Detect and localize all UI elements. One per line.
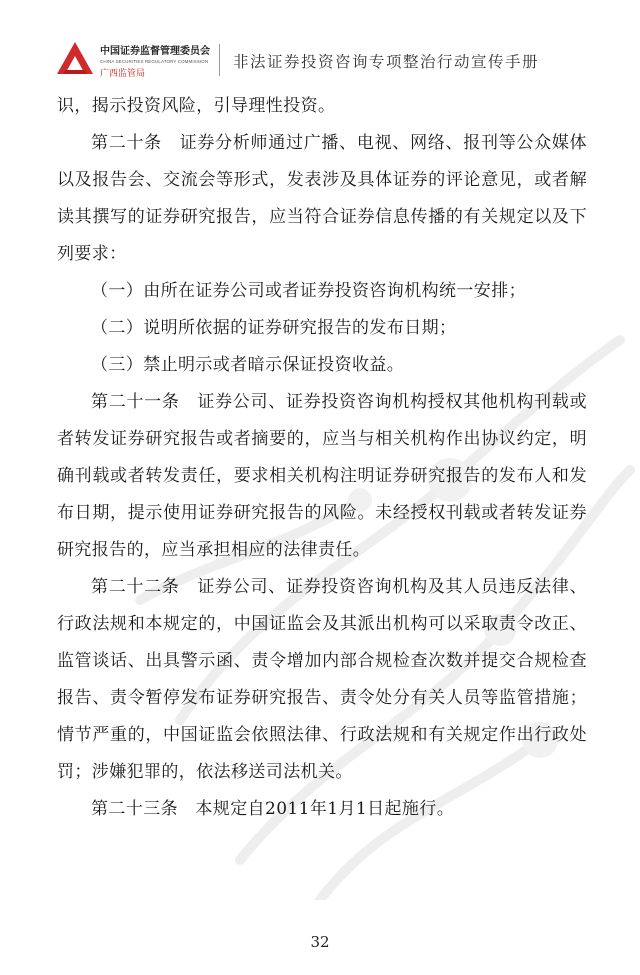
org-name-en: CHINA SECURITIES REGULATORY COMMISSION [100, 59, 209, 64]
article-20: 第二十条 证券分析师通过广播、电视、网络、报刊等公众媒体以及报告会、交流会等形式，发表涉及具体证券的评论意见，或者解读其撰写的证券研究报告，应当符合证券信息传播的有关规定以及下列要求： [57, 133, 587, 264]
article-20-item-3: （三）禁止明示或者暗示保证投资收益。 [91, 355, 405, 375]
page-header [0, 0, 640, 88]
csrc-logo-icon [55, 40, 95, 76]
article-22: 第二十二条 证券公司、证券投资咨询机构及其人员违反法律、行政法规和本规定的，中国证监会及其派出机构可以采取责令改正、监管谈话、出具警示函、责令增加内部合规检查次数并提交合规检查报告、责令暂停发布证券研究报告、责令处分有关人员等监管措施；情节严重的，中国证监会依照法律、行政法规和有关规定作出行政处罚；涉嫌犯罪的，依法移送司法机关。 [57, 577, 587, 782]
paragraph-continuation: 识，揭示投资风险，引导理性投资。 [57, 96, 336, 116]
org-name-cn: 中国证券监督管理委员会 [100, 46, 210, 57]
org-name-block [100, 42, 220, 79]
org-sub-bureau: 广西监管局 [100, 69, 146, 79]
header-divider [219, 44, 220, 76]
article-20-item-1: （一）由所在证券公司或者证券投资咨询机构统一安排； [91, 281, 526, 301]
article-body [57, 88, 587, 828]
book-title: 非法证券投资咨询专项整治行动宣传手册 [233, 53, 540, 71]
page-number: 32 [310, 933, 330, 951]
article-23: 第二十三条 本规定自2011年1月1日起施行。 [91, 799, 455, 819]
article-20-item-2: （二）说明所依据的证券研究报告的发布日期； [91, 318, 457, 338]
article-21: 第二十一条 证券公司、证券投资咨询机构授权其他机构刊载或者转发证券研究报告或者摘要的，应当与相关机构作出协议约定，明确刊载或者转发责任，要求相关机构注明证券研究报告的发布人和发布日期，提示使用证券研究报告的风险。未经授权刊载或者转发证券研究报告的，应当承担相应的法律责任。 [57, 392, 587, 560]
